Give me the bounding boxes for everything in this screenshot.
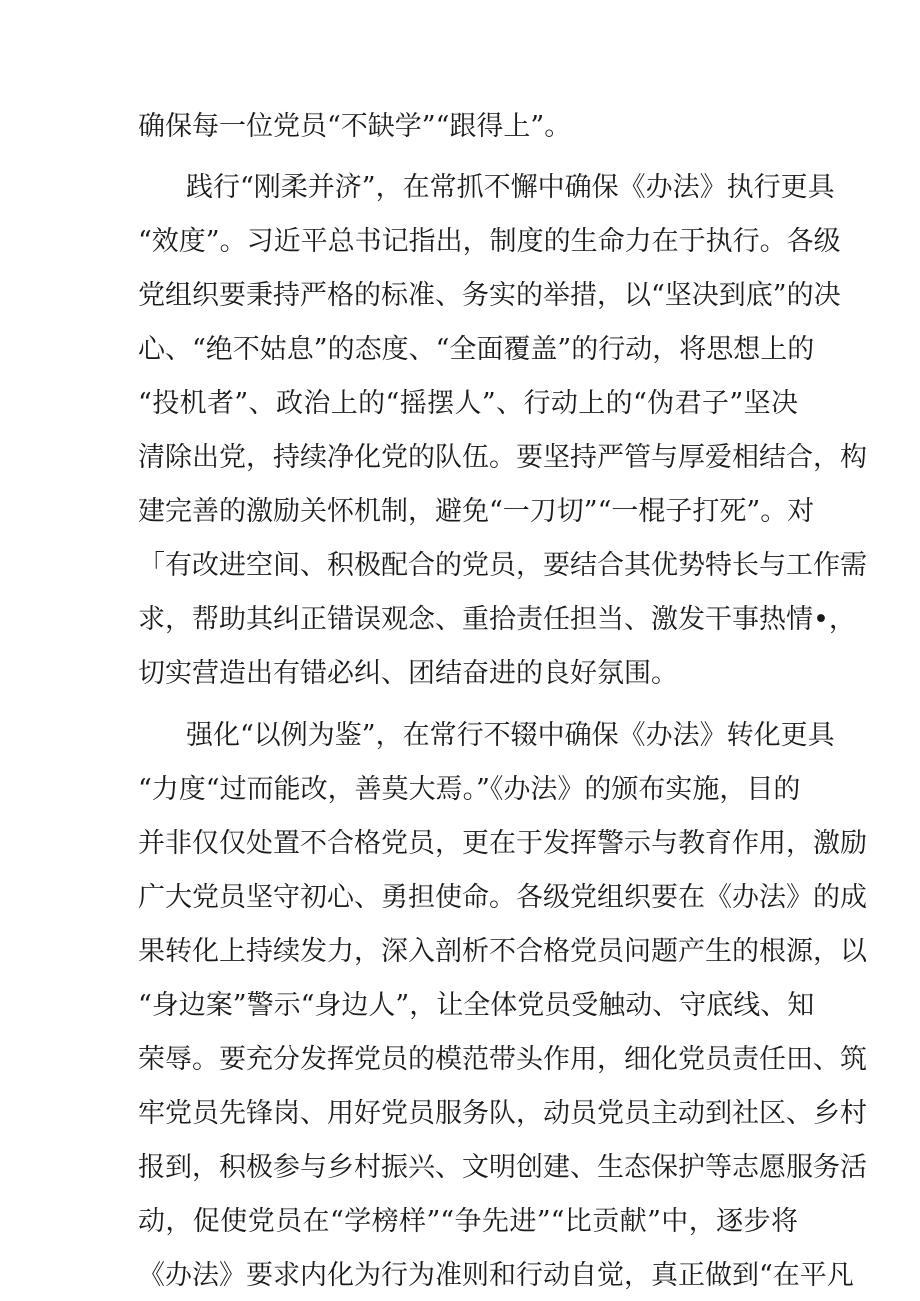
text-line: 清除出党，持续净化党的队伍。要坚持严管与厚爱相结合，构 <box>138 442 867 473</box>
text-line: “力度“过而能改，善莫大焉。”《办法》的颁布实施，目的 <box>138 774 801 805</box>
text-line: 切实营造出有错必纠、团结奋进的良好氛围。 <box>138 658 678 689</box>
text-line: 党组织要秉持严格的标准、务实的举措，以“坚决到底”的决 <box>138 280 841 311</box>
text-line: 强化“以例为鉴”，在常行不辍中确保《办法》转化更具 <box>186 720 835 751</box>
text-line: “投机者”、政治上的“摇摆人”、行动上的“伪君子”坚决 <box>138 388 798 419</box>
text-line: “身边案”警示“身边人”，让全体党员受触动、守底线、知 <box>138 990 815 1021</box>
text-line: 果转化上持续发力，深入剖析不合格党员问题产生的根源，以 <box>138 936 867 967</box>
text-line: 荣辱。要充分发挥党员的模范带头作用，细化党员责任田、筑 <box>138 1044 867 1075</box>
text-line: 求，帮助其纠正错误观念、重拾责任担当、激发干事热情•， <box>138 604 856 635</box>
text-line: 《办法》要求内化为行为准则和行动自觉，真正做到“在平凡 <box>138 1260 854 1291</box>
text-line: 报到，积极参与乡村振兴、文明创建、生态保护等志愿服务活 <box>138 1152 867 1183</box>
text-line: 建完善的激励关怀机制，避免“一刀切”“一棍子打死”。对 <box>138 496 815 527</box>
text-line: 牢党员先锋岗、用好党员服务队，动员党员主动到社区、乡村 <box>138 1098 867 1129</box>
text-line: 动，促使党员在“学榜样”“争先进”“比贡献”中，逐步将 <box>138 1206 798 1237</box>
text-line: “效度”。习近平总书记指出，制度的生命力在于执行。各级 <box>138 226 841 257</box>
text-line: 践行“刚柔并济”，在常抓不懈中确保《办法》执行更具 <box>186 172 835 203</box>
text-line: 「有改进空间、积极配合的党员，要结合其优势特长与工作需 <box>138 550 867 581</box>
text-line: 确保每一位党员“不缺学”“跟得上”。 <box>138 111 572 142</box>
text-line: 并非仅仅处置不合格党员，更在于发挥警示与教育作用，激励 <box>138 828 867 859</box>
text-line: 心、“绝不姑息”的态度、“全面覆盖”的行动，将思想上的 <box>138 334 815 365</box>
text-line: 广大党员坚守初心、勇担使命。各级党组织要在《办法》的成 <box>138 882 867 913</box>
